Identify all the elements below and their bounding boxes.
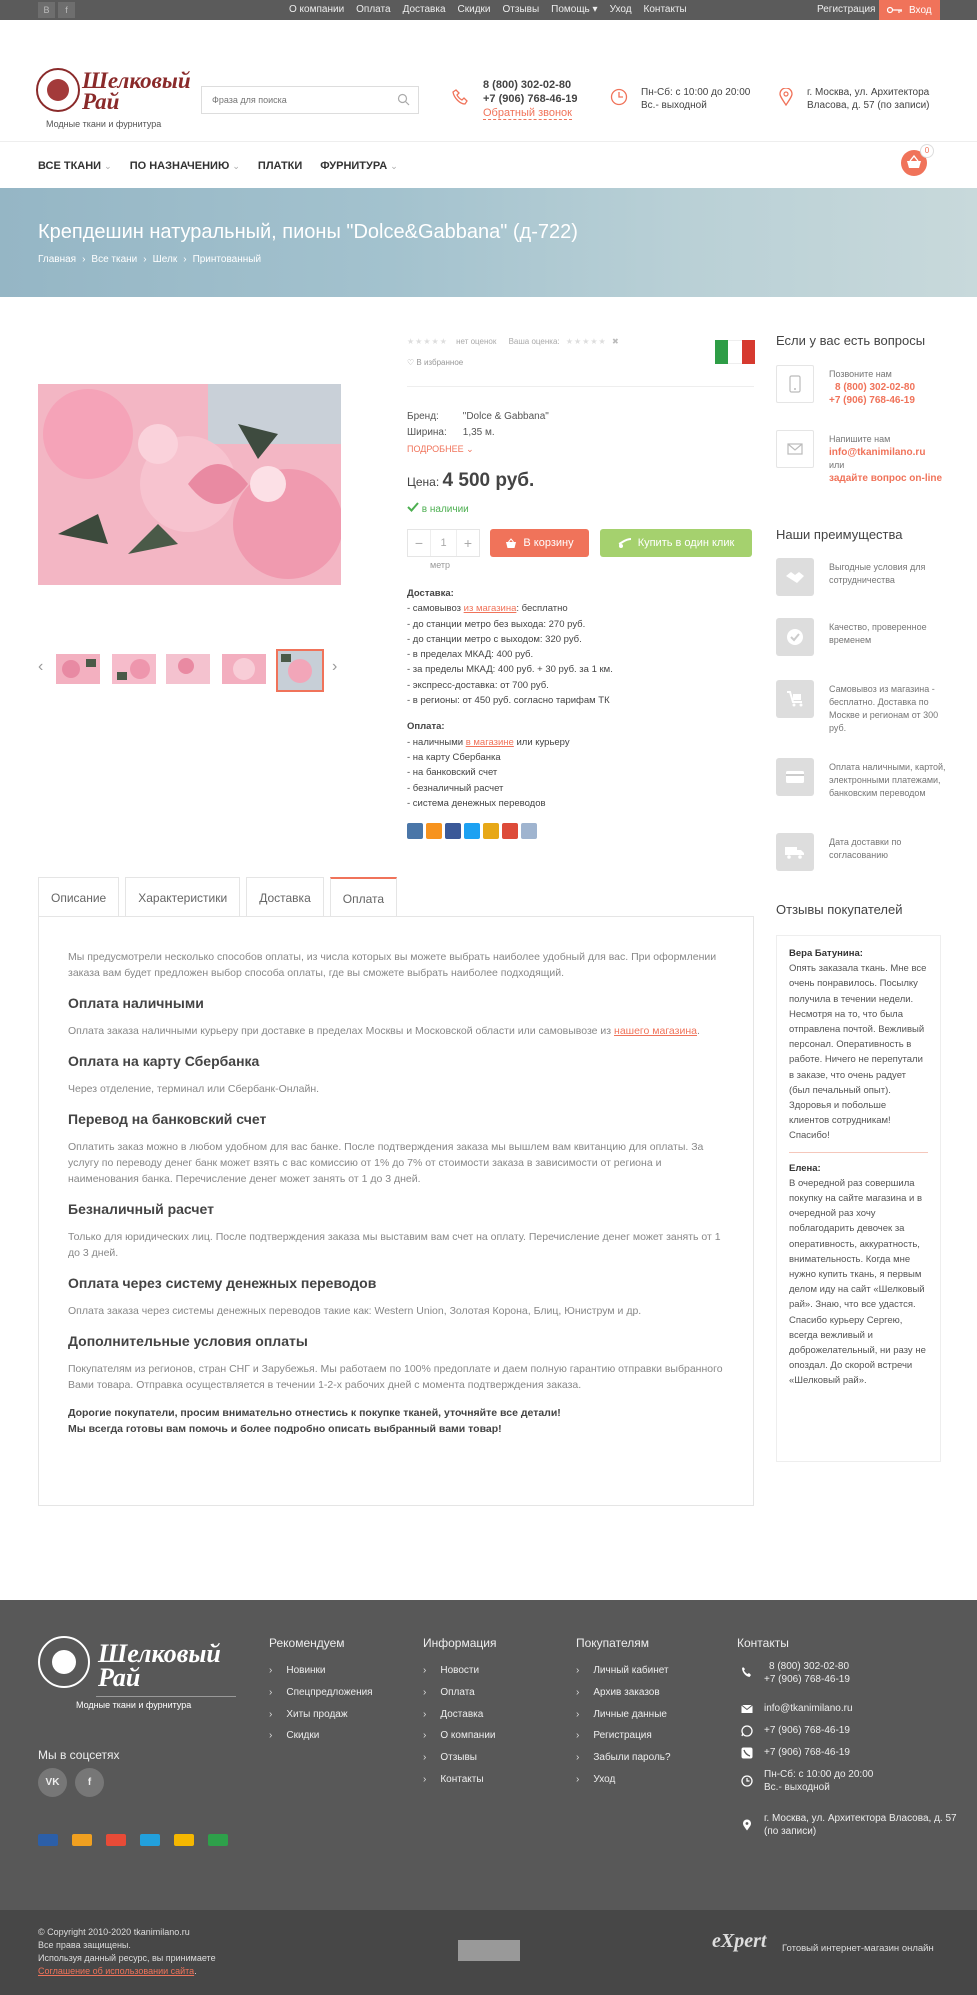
footer-logo-tagline: Модные ткани и фурнитура — [76, 1700, 192, 1710]
reviews-box — [776, 935, 941, 1462]
brand-row — [407, 409, 549, 425]
advantage-text: Дата доставки по согласованию — [829, 837, 902, 860]
sidebar-reviews-title — [776, 902, 941, 917]
payment-heading: Перевод на банковский счет — [68, 1111, 267, 1127]
your-rating-stars[interactable]: ★★★★★ — [565, 337, 607, 346]
or-text: или — [829, 460, 845, 470]
main-menu-items — [38, 160, 398, 172]
footer-link[interactable]: › Уход — [576, 1769, 671, 1791]
footer-hours-block — [764, 1768, 959, 1794]
review-text: В очередной раз совершила покупку на сайте магазина и в очередной раз хочу поблагодарить девочек за оперативность, аккуратность, внимательность. Когда мне нужно купить ткань, я первым делом иду на сайт «Шелковый рай». Знаю, что все удастся. Спасибо курьеру Сергею, всегда вежливый и доброжелательный, ни разу не опоздал. До скорой встречи «Шелковый рай». — [789, 1177, 926, 1387]
share-buttons — [407, 823, 537, 839]
qty-unit: метр — [430, 560, 451, 570]
footer-col-recommend — [269, 1636, 373, 1747]
viber-icon — [741, 1747, 753, 1759]
top-nav-care[interactable]: Уход — [609, 4, 632, 15]
vk-icon[interactable]: В — [38, 2, 55, 18]
footer-bottom — [0, 1910, 977, 1995]
tab-description[interactable]: Описание — [38, 877, 119, 917]
cart-count-badge: 0 — [920, 144, 934, 158]
thumbnail-image — [56, 654, 100, 684]
share-facebook-icon[interactable] — [445, 823, 461, 839]
breadcrumb-home[interactable]: Главная — [38, 254, 77, 265]
payment-paragraph: Через отделение, терминал или Сбербанк-Онлайн. — [68, 1083, 320, 1095]
logo-emblem-icon — [38, 1636, 90, 1688]
thumbnail-4[interactable] — [222, 654, 266, 684]
thumbnail-2[interactable] — [112, 654, 156, 684]
header-hours-1: Пн-Сб: с 10:00 до 20:00 — [641, 87, 751, 98]
tab-payment-content — [38, 916, 754, 1506]
chevron-down-icon: ⌄ — [390, 161, 398, 171]
payment-note: Дорогие покупатели, просим внимательно отнестись к покупке тканей, уточняйте все детали! — [68, 1407, 561, 1419]
search-input[interactable] — [202, 87, 382, 113]
footer-col-customers — [576, 1636, 671, 1791]
footer-contacts — [737, 1636, 957, 1837]
footer-col-title: Рекомендуем — [269, 1636, 345, 1650]
stock-status — [407, 502, 469, 515]
stock-text: в наличии — [421, 504, 469, 515]
footer-hours-2: Вс.- выходной — [764, 1782, 830, 1793]
logo-name: Шелковый Рай — [82, 68, 191, 114]
checkmark-icon — [407, 502, 419, 512]
payment-paragraph: Только для юридических лиц. После подтверждения заказа мы выставим вам счет на оплату. Перечисление денег может занять от 1 до 3 дней. — [68, 1231, 721, 1259]
quality-badge-icon — [776, 618, 814, 656]
register-link[interactable]: Регистрация — [817, 4, 876, 15]
product-properties — [407, 409, 549, 457]
brand-value: "Dolce & Gabbana" — [462, 411, 549, 422]
store-link[interactable]: из магазина — [463, 603, 517, 615]
payment-heading: Оплата наличными — [68, 995, 204, 1011]
delivery-line: - экспресс-доставка: от 700 руб. — [407, 679, 549, 691]
menu-by-purpose-label: ПО НАЗНАЧЕНИЮ — [129, 160, 230, 172]
rights: Все права защищены. — [38, 1940, 131, 1950]
no-ratings-text: нет оценок — [456, 337, 497, 346]
copyright: © Copyright 2010-2020 tkanimilano.ru — [38, 1927, 190, 1937]
advantage-text: Выгодные условия для сотрудничества — [829, 562, 926, 585]
payment-line-text: или курьеру — [513, 736, 570, 748]
expert-logo[interactable]: eXpert — [712, 1930, 767, 1952]
share-livejournal-icon[interactable] — [521, 823, 537, 839]
footer-phone-2[interactable]: +7 (906) 768-46-19 — [764, 1674, 850, 1685]
footer-hours-1: Пн-Сб: с 10:00 до 20:00 — [764, 1769, 874, 1780]
footer-phone-block — [764, 1660, 959, 1686]
footer-social-title: Мы в соцсетях — [38, 1748, 120, 1762]
top-bar — [0, 0, 977, 20]
vk-icon[interactable]: VK — [38, 1768, 67, 1797]
divider — [789, 1152, 928, 1153]
menu-by-purpose[interactable] — [130, 160, 240, 172]
delivery-title: Доставка: — [407, 588, 454, 599]
breadcrumb — [38, 254, 261, 265]
header — [0, 20, 977, 140]
menu-accessories-label: ФУРНИТУРА — [320, 160, 388, 172]
buy-one-click-button[interactable] — [600, 529, 752, 557]
footer-address: г. Москва, ул. Архитектора Власова, д. 57 (по записи) — [764, 1813, 957, 1837]
footer-social — [38, 1768, 104, 1797]
delivery-info — [407, 586, 613, 811]
logo-tagline: Модные ткани и фурнитура — [46, 119, 162, 129]
main-menu — [0, 141, 977, 189]
more-details-link[interactable]: ПОДРОБНЕЕ ⌄ — [407, 444, 474, 454]
footer-col-info — [423, 1636, 496, 1791]
payment-methods — [38, 1834, 228, 1846]
breadcrumb-separator: › — [82, 254, 86, 265]
payment-line: - на банковский счет — [407, 767, 498, 779]
login-button[interactable] — [879, 0, 940, 20]
top-nav-help-label: Помощь — [551, 4, 590, 15]
login-label: Вход — [909, 4, 932, 16]
italy-flag-icon — [715, 340, 755, 364]
flag-stripe — [728, 340, 741, 364]
payment-note: Мы всегда готовы вам помочь и более подробно описать выбранный вами товар! — [68, 1423, 502, 1435]
facebook-icon[interactable]: f — [75, 1768, 104, 1797]
chevron-left-icon[interactable]: ‹ — [38, 658, 44, 675]
chevron-down-icon: ⌄ — [232, 161, 240, 171]
advantage-text: Качество, проверенное временем — [829, 622, 927, 645]
top-nav-discounts[interactable]: Скидки — [457, 4, 491, 15]
ask-online-link[interactable]: задайте вопрос on-line — [829, 473, 943, 484]
chevron-down-icon: ⌄ — [104, 161, 112, 171]
footer-link[interactable]: › Регистрация — [576, 1725, 671, 1747]
location-pin-icon — [741, 1819, 753, 1831]
header-phone-1[interactable]: 8 (800) 302-02-80 — [483, 79, 572, 91]
add-to-cart-label: В корзину — [523, 537, 574, 549]
yandex-money-icon — [72, 1834, 92, 1846]
expert-text: Готовый интернет-магазин онлайн — [782, 1943, 934, 1954]
thumbnail-1[interactable] — [56, 654, 100, 684]
qty-input[interactable]: 1 — [430, 530, 457, 556]
delivery-line: - за пределы МКАД: 400 руб. + 30 руб. за 1 км. — [407, 664, 613, 676]
breadcrumb-current: Принтованный — [192, 254, 262, 265]
flag-stripe — [715, 340, 728, 364]
footer — [0, 1600, 977, 1910]
payment-paragraph-text: . — [696, 1025, 700, 1037]
top-nav-payment[interactable]: Оплата — [356, 4, 391, 15]
thumbnail-image — [112, 654, 156, 684]
breadcrumb-all-fabrics[interactable]: Все ткани — [91, 254, 138, 265]
chevron-right-icon[interactable]: › — [332, 658, 338, 675]
breadcrumb-separator: › — [143, 254, 147, 265]
payment-paragraph: Оплатить заказ можно в любом удобном для вас банке. После подтверждения заказа мы вышлем вам квитанцию для оплаты. За услугу по переводу денег банк может взять с вас комиссию от 1% до 7% от стоимости заказа в зависимости от региона и наименования банка. Перечисление денег может занять от 1 до 3 дней. — [68, 1141, 704, 1185]
payment-line: - система денежных переводов — [407, 797, 546, 809]
our-store-link[interactable]: нашего магазина — [614, 1025, 697, 1037]
thumbnail-image — [278, 651, 322, 690]
footer-viber[interactable]: +7 (906) 768-46-19 — [764, 1747, 850, 1758]
clock-icon — [741, 1775, 753, 1787]
price-value: 4 500 руб. — [442, 470, 535, 491]
footer-col-title: Контакты — [737, 1636, 789, 1650]
advantage-text: Оплата наличными, картой, электронными платежами, банковским переводом — [829, 762, 946, 798]
top-nav — [289, 4, 687, 15]
footer-links — [423, 1660, 496, 1791]
credit-card-icon — [776, 758, 814, 796]
rating-stars: ★★★★★ — [407, 337, 448, 346]
delivery-line: - до станции метро без выхода: 270 руб. — [407, 618, 586, 630]
footer-link[interactable]: › Спецпредложения — [269, 1682, 373, 1704]
visa-icon — [38, 1834, 58, 1846]
page-title: Крепдешин натуральный, пионы "Dolce&Gabbana" (д-722) — [38, 221, 578, 243]
cart-trolley-icon — [776, 680, 814, 718]
logo-emblem-icon — [36, 68, 80, 112]
footer-link[interactable]: › Личные данные — [576, 1704, 671, 1726]
header-phone-block — [483, 78, 613, 120]
agreement-dot: . — [194, 1966, 197, 1976]
thumbnail-image — [166, 654, 210, 684]
agreement-row — [38, 1965, 216, 1978]
footer-link[interactable]: › Отзывы — [423, 1747, 496, 1769]
footer-link[interactable]: › Новости — [423, 1660, 496, 1682]
thumbnail-3[interactable] — [166, 654, 210, 684]
review-text: Опять заказала ткань. Мне все очень понравилось. Посылку получила в течении недели. Несмотря на то, что была отправлена почтой. Вежливый персонал. Оперативность в работе. Ничего не перепутали в заказе, что очень радует (был печальный опыт). Здоровья и побольше клиентов сотрудникам! Спасибо! — [789, 963, 927, 1142]
handshake-icon — [776, 558, 814, 596]
review-author: Елена: — [789, 1162, 821, 1174]
key-icon — [887, 6, 903, 14]
thumbnail-5-active[interactable] — [276, 649, 324, 692]
store-link[interactable]: в магазине — [465, 736, 514, 748]
share-twitter-icon[interactable] — [464, 823, 480, 839]
menu-accessories[interactable] — [320, 160, 398, 172]
whatsapp-icon — [741, 1725, 753, 1737]
delivery-line: - в пределах МКАД: 400 руб. — [407, 649, 534, 661]
divider — [96, 1696, 236, 1697]
envelope-icon — [776, 430, 814, 468]
payment-paragraph: Оплата заказа через системы денежных переводов такие как: Western Union, Золотая Корона, Блиц, Юниструм и др. — [68, 1305, 642, 1317]
payment-paragraph-text: Оплата заказа наличными курьеру при доставке в пределах Москвы и Московской области или самовывозе из — [68, 1025, 615, 1037]
payment-intro: Мы предусмотрели несколько способов оплаты, из числа которых вы можете выбрать наиболее удобный для вас. При оформлении заказа вам будет предложен выбор способа оплаты, где вы сможете выбрать наиболее подходящий. — [68, 951, 717, 979]
thumbnail-image — [222, 654, 266, 684]
share-googleplus-icon[interactable] — [502, 823, 518, 839]
top-nav-about[interactable]: О компании — [289, 4, 345, 15]
add-to-cart-button[interactable] — [490, 529, 589, 557]
qiwi-icon — [174, 1834, 194, 1846]
footer-link[interactable]: › Контакты — [423, 1769, 496, 1791]
footer-links — [269, 1660, 373, 1747]
width-row — [407, 425, 549, 441]
phone-icon — [452, 88, 470, 106]
advantages-title: Наши преимущества — [776, 527, 903, 542]
clock-icon — [610, 88, 628, 106]
payment-heading: Оплата на карту Сбербанка — [68, 1053, 260, 1069]
footer-link[interactable]: › Забыли пароль? — [576, 1747, 671, 1769]
call-label: Позвоните нам — [829, 369, 892, 379]
chevron-down-icon: ▾ — [592, 4, 598, 15]
footer-col-title: Информация — [423, 1636, 497, 1650]
payment-content — [68, 949, 728, 1443]
using-text: Используя данный ресурс, вы принимаете — [38, 1953, 216, 1963]
quantity-stepper — [407, 529, 480, 557]
copyright-block — [38, 1926, 216, 1978]
hand-pointer-icon — [618, 537, 632, 549]
logo[interactable] — [36, 68, 191, 133]
facebook-icon[interactable]: f — [58, 2, 75, 18]
payment-heading: Дополнительные условия оплаты — [68, 1333, 308, 1349]
product-tabs — [38, 877, 403, 917]
qty-plus-button[interactable]: + — [463, 535, 473, 551]
rating-row — [407, 337, 619, 346]
clear-rating-icon[interactable]: ✖ — [611, 337, 619, 346]
top-nav-reviews[interactable]: Отзывы — [502, 4, 540, 15]
payment-heading: Оплата через систему денежных переводов — [68, 1275, 377, 1291]
webmoney-icon — [140, 1834, 160, 1846]
footer-link[interactable]: › Новинки — [269, 1660, 373, 1682]
sidebar-email-link[interactable]: info@tkanimilano.ru — [829, 447, 926, 458]
footer-phone-1[interactable]: 8 (800) 302-02-80 — [769, 1661, 850, 1672]
flag-stripe — [742, 340, 755, 364]
top-nav-delivery[interactable]: Доставка — [402, 4, 446, 15]
advantage-text: Самовывоз из магазина - бесплатно. Доставка по Москве и регионам от 300 руб. — [829, 684, 939, 733]
footer-link[interactable]: › Хиты продаж — [269, 1704, 373, 1726]
divider — [407, 386, 754, 387]
breadcrumb-silk[interactable]: Шелк — [152, 254, 178, 265]
payment-line: - на карту Сбербанка — [407, 751, 501, 763]
header-address-text: г. Москва, ул. Архитектора Власова, д. 57 (по записи) — [807, 87, 930, 111]
price-label: Цена: — [407, 475, 440, 489]
reviews-title: Отзывы покупателей — [776, 902, 903, 917]
add-to-favorites-link[interactable]: ♡ В избранное — [407, 358, 464, 367]
footer-link[interactable]: › Доставка — [423, 1704, 496, 1726]
footer-link[interactable]: › Оплата — [423, 1682, 496, 1704]
width-value: 1,35 м. — [462, 427, 495, 438]
basket-icon — [505, 538, 517, 549]
payment-line: - безналичный расчет — [407, 782, 504, 794]
fabric-peony-print-image — [38, 384, 341, 585]
delivery-line — [407, 601, 613, 616]
header-phone-2[interactable]: +7 (906) 768-46-19 — [483, 93, 578, 105]
payment-title: Оплата: — [407, 721, 445, 733]
payment-heading: Безналичный расчет — [68, 1201, 214, 1217]
questions-title: Если у вас есть вопросы — [776, 333, 926, 348]
agreement-link[interactable]: Соглашение об использовании сайта — [38, 1966, 195, 1976]
product-main-image[interactable] — [38, 384, 341, 585]
footer-link[interactable]: › Архив заказов — [576, 1682, 671, 1704]
phone-icon — [741, 1666, 753, 1678]
delivery-line: - до станции метро с выходом: 320 руб. — [407, 633, 582, 645]
footer-link[interactable]: › Скидки — [269, 1725, 373, 1747]
product-thumbnails — [38, 648, 348, 692]
qty-minus-button[interactable]: − — [414, 535, 424, 551]
footer-logo-name: Шелковый Рай — [98, 1639, 221, 1692]
page-banner — [0, 188, 977, 297]
visit-counter-widget[interactable] — [458, 1940, 520, 1961]
header-hours-text — [641, 86, 761, 112]
payment-paragraph — [68, 1023, 728, 1039]
tab-characteristics[interactable]: Характеристики — [125, 877, 240, 917]
share-odnoklassniki-icon[interactable] — [426, 823, 442, 839]
envelope-icon — [741, 1703, 753, 1715]
share-vk-icon[interactable] — [407, 823, 423, 839]
payment-line — [407, 735, 613, 750]
menu-all-fabrics-label: ВСЕ ТКАНИ — [38, 160, 102, 172]
tab-payment[interactable]: Оплата — [330, 877, 397, 917]
width-label: Ширина: — [407, 427, 447, 438]
mastercard-icon — [106, 1834, 126, 1846]
search-icon[interactable] — [397, 93, 410, 106]
footer-col-title: Покупателям — [576, 1636, 649, 1650]
menu-scarves[interactable]: ПЛАТКИ — [257, 160, 303, 172]
cart-button[interactable] — [901, 146, 930, 176]
search-box — [201, 86, 419, 114]
location-pin-icon — [779, 88, 793, 106]
breadcrumb-separator: › — [183, 254, 187, 265]
delivery-line: - в регионы: от 450 руб. согласно тарифам ТК — [407, 695, 610, 707]
top-nav-contacts[interactable]: Контакты — [643, 4, 687, 15]
top-social — [38, 2, 75, 18]
your-rating-label: Ваша оценка: — [508, 337, 560, 346]
brand-label: Бренд: — [407, 411, 439, 422]
tab-delivery[interactable]: Доставка — [246, 877, 324, 917]
sidebar-phone-1[interactable]: 8 (800) 302-02-80 — [835, 382, 916, 393]
footer-logo[interactable] — [38, 1636, 238, 1726]
footer-link[interactable]: › Личный кабинет — [576, 1660, 671, 1682]
share-mailru-icon[interactable] — [483, 823, 499, 839]
delivery-line-text: - самовывоз — [407, 603, 464, 615]
sidebar-phone-2[interactable]: +7 (906) 768-46-19 — [829, 395, 915, 406]
top-nav-help[interactable] — [551, 4, 597, 15]
write-label: Напишите нам — [829, 434, 891, 444]
buy-one-click-label: Купить в один клик — [637, 537, 735, 549]
delivery-line-text: : бесплатно — [516, 603, 568, 615]
sidebar-advantages-title — [776, 527, 941, 542]
sidebar-questions-title — [776, 333, 941, 348]
menu-all-fabrics[interactable] — [38, 160, 112, 172]
delivery-truck-icon — [776, 833, 814, 871]
mobile-phone-icon — [776, 365, 814, 403]
footer-links — [576, 1660, 671, 1791]
review-author: Вера Батунина: — [789, 948, 863, 959]
sidebar-write-text — [829, 433, 949, 485]
header-hours-2: Вс.- выходной — [641, 100, 707, 111]
footer-email[interactable]: info@tkanimilano.ru — [764, 1703, 853, 1714]
sidebar-call-text — [829, 368, 949, 407]
sberbank-icon — [208, 1834, 228, 1846]
callback-link[interactable]: Обратный звонок — [483, 107, 572, 119]
payment-line-text: - наличными — [407, 736, 466, 748]
footer-link[interactable]: › О компании — [423, 1725, 496, 1747]
footer-whatsapp[interactable]: +7 (906) 768-46-19 — [764, 1725, 850, 1736]
payment-paragraph: Покупателям из регионов, стран СНГ и Зарубежья. Мы работаем по 100% предоплате и даем полную гарантию отправки выбранного Вами товара. Отправка осуществляется в течении 1-2-х рабочих дней с момента подтверждения заказа. — [68, 1363, 723, 1391]
price-row — [407, 470, 534, 492]
